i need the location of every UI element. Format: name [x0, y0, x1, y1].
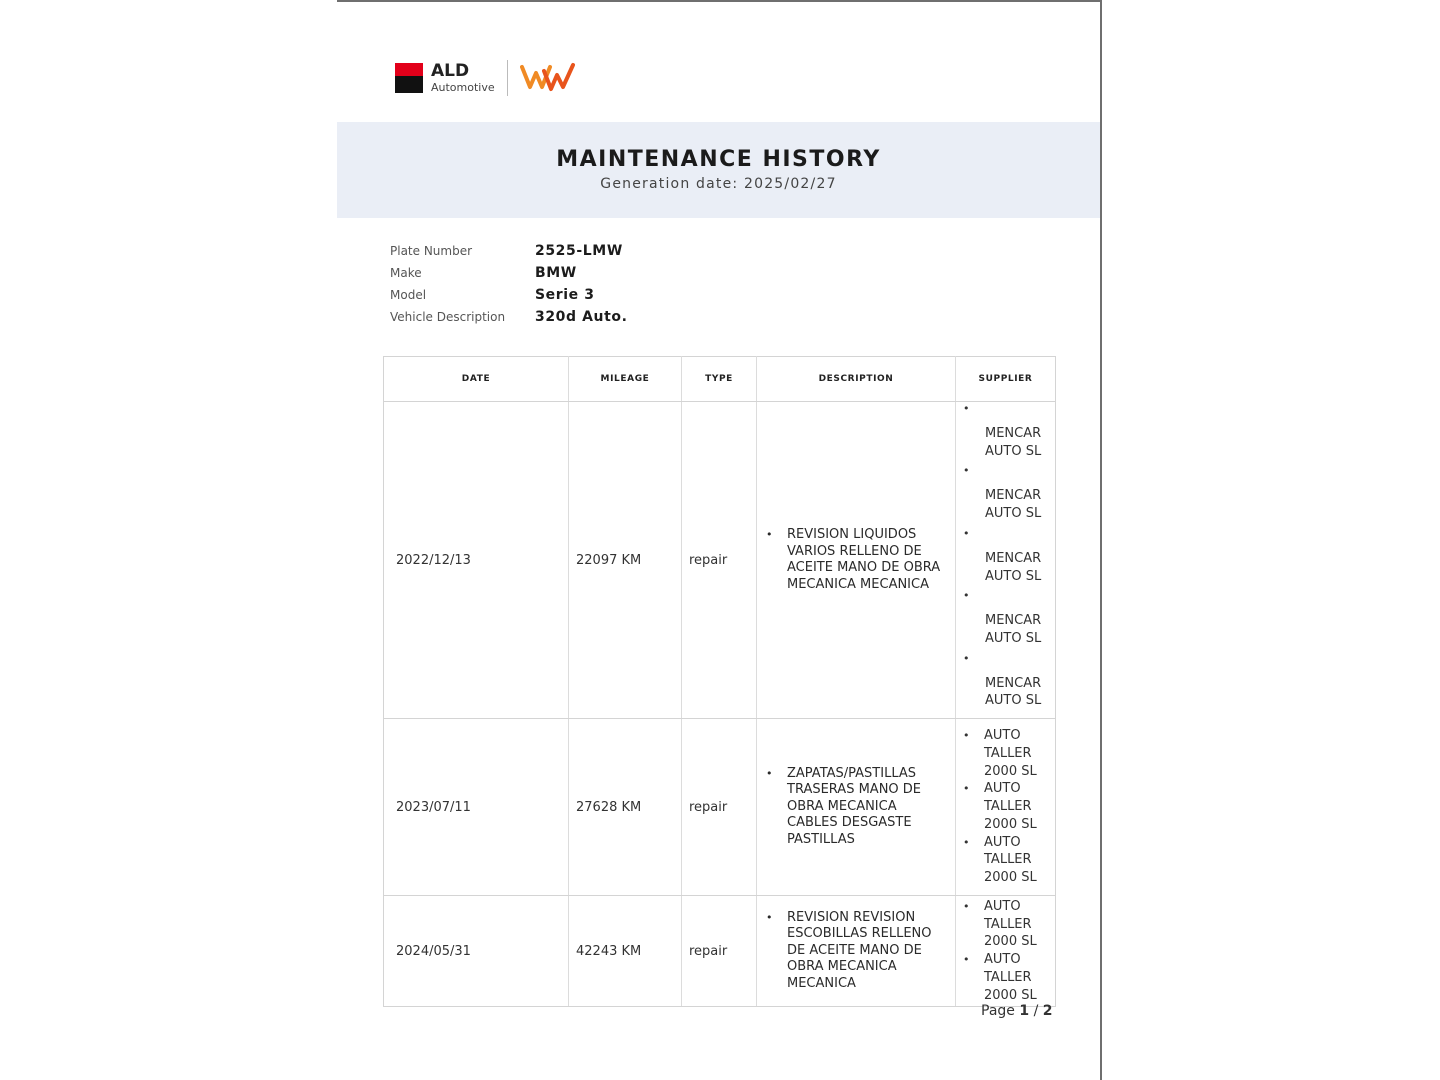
page-total: 2: [1042, 1003, 1053, 1019]
table-header-row: [384, 357, 1056, 402]
supplier-text: AUTO TALLER 2000 SL: [984, 781, 1037, 832]
description-cell: [757, 402, 956, 719]
logo-divider: [507, 60, 508, 96]
column-header-date: DATE: [384, 357, 569, 402]
bullet-icon: •: [963, 526, 970, 540]
type-cell: repair: [682, 719, 757, 896]
page-label: Page: [981, 1003, 1015, 1019]
supplier-item: [963, 780, 1051, 833]
supplier-text: MENCAR AUTO SL: [985, 550, 1042, 584]
description-cell: [757, 719, 956, 896]
date-cell: 2022/12/13: [384, 402, 569, 719]
bullet-icon: •: [766, 766, 773, 780]
table-row: [384, 896, 1056, 1007]
column-header-supplier: SUPPLIER: [956, 357, 1056, 402]
mileage-cell: 22097 KM: [569, 402, 682, 719]
vehicle-description-label: Vehicle Description: [390, 310, 506, 324]
maintenance-table: [383, 356, 1056, 1007]
model-value: Serie 3: [535, 287, 595, 303]
supplier-cell: [956, 719, 1056, 896]
partner-logo-icon: [520, 61, 576, 95]
supplier-item: [963, 951, 1051, 1004]
date-cell: 2023/07/11: [384, 719, 569, 896]
ald-logo-sub: Automotive: [431, 81, 495, 94]
supplier-text: AUTO TALLER 2000 SL: [984, 834, 1037, 885]
document-title: MAINTENANCE HISTORY: [556, 147, 881, 172]
type-cell: repair: [682, 896, 757, 1007]
supplier-text: AUTO TALLER 2000 SL: [984, 899, 1037, 950]
bullet-icon: •: [963, 729, 970, 743]
column-header-type: TYPE: [682, 357, 757, 402]
description-text: ZAPATAS/PASTILLAS TRASERAS MANO DE OBRA MECANICA CABLES DESGASTE PASTILLAS: [787, 765, 922, 847]
supplier-item: [963, 898, 1051, 951]
plate-number-label: Plate Number: [390, 244, 473, 258]
supplier-item: [963, 404, 1051, 460]
logo-area: [395, 58, 576, 98]
supplier-cell: [956, 896, 1056, 1007]
supplier-item: [963, 526, 1051, 585]
document-page: [337, 0, 1102, 1080]
vehicle-info-row: [390, 262, 628, 284]
supplier-text: AUTO TALLER 2000 SL: [984, 952, 1037, 1003]
bullet-icon: •: [766, 910, 773, 924]
column-header-mileage: MILEAGE: [569, 357, 682, 402]
model-label: Model: [390, 288, 427, 302]
supplier-text: MENCAR AUTO SL: [985, 675, 1042, 709]
make-label: Make: [390, 266, 422, 280]
generation-date: Generation date: 2025/02/27: [600, 176, 837, 192]
mileage-cell: 27628 KM: [569, 719, 682, 896]
bullet-icon: •: [963, 402, 970, 415]
bullet-icon: •: [766, 528, 773, 542]
bullet-icon: •: [963, 900, 970, 914]
vehicle-description-value: 320d Auto.: [535, 309, 628, 325]
description-item: [766, 527, 947, 593]
bullet-icon: •: [963, 835, 970, 849]
bullet-icon: •: [963, 782, 970, 796]
bullet-icon: •: [963, 589, 970, 603]
supplier-text: MENCAR AUTO SL: [985, 613, 1042, 646]
description-cell: [757, 896, 956, 1007]
mileage-cell: 42243 KM: [569, 896, 682, 1007]
description-text: REVISION REVISION ESCOBILLAS RELLENO DE ACEITE MANO DE OBRA MECANICA MECANICA: [787, 909, 932, 991]
bullet-icon: •: [963, 464, 970, 478]
table-row: [384, 402, 1056, 719]
supplier-item: [963, 834, 1051, 887]
vehicle-info-row: [390, 284, 628, 306]
page-indicator: [981, 1003, 1052, 1019]
supplier-item: [963, 727, 1051, 780]
supplier-cell: [956, 402, 1056, 719]
ald-logo-mark: [395, 63, 423, 93]
ald-logo-name: ALD: [431, 61, 470, 81]
page-current: 1: [1019, 1003, 1030, 1019]
supplier-item: [963, 591, 1051, 647]
supplier-item: [963, 651, 1051, 710]
type-cell: repair: [682, 402, 757, 719]
plate-number-value: 2525-LMW: [535, 243, 623, 259]
header-band: [337, 122, 1100, 218]
vehicle-info-row: [390, 306, 628, 328]
ald-logo-text: [431, 63, 495, 93]
supplier-item: [963, 466, 1051, 522]
description-item: [766, 766, 947, 849]
supplier-text: MENCAR AUTO SL: [985, 488, 1042, 522]
description-text: REVISION LIQUIDOS VARIOS RELLENO DE ACEITE MANO DE OBRA MECANICA MECANICA: [787, 527, 941, 592]
column-header-description: DESCRIPTION: [757, 357, 956, 402]
make-value: BMW: [535, 265, 577, 281]
vehicle-info: [390, 240, 628, 328]
page-separator: /: [1033, 1003, 1039, 1019]
bullet-icon: •: [963, 953, 970, 967]
supplier-text: MENCAR AUTO SL: [985, 426, 1042, 459]
date-cell: 2024/05/31: [384, 896, 569, 1007]
bullet-icon: •: [963, 651, 970, 665]
supplier-text: AUTO TALLER 2000 SL: [984, 728, 1037, 779]
description-item: [766, 910, 947, 993]
table-row: [384, 719, 1056, 896]
vehicle-info-row: [390, 240, 628, 262]
